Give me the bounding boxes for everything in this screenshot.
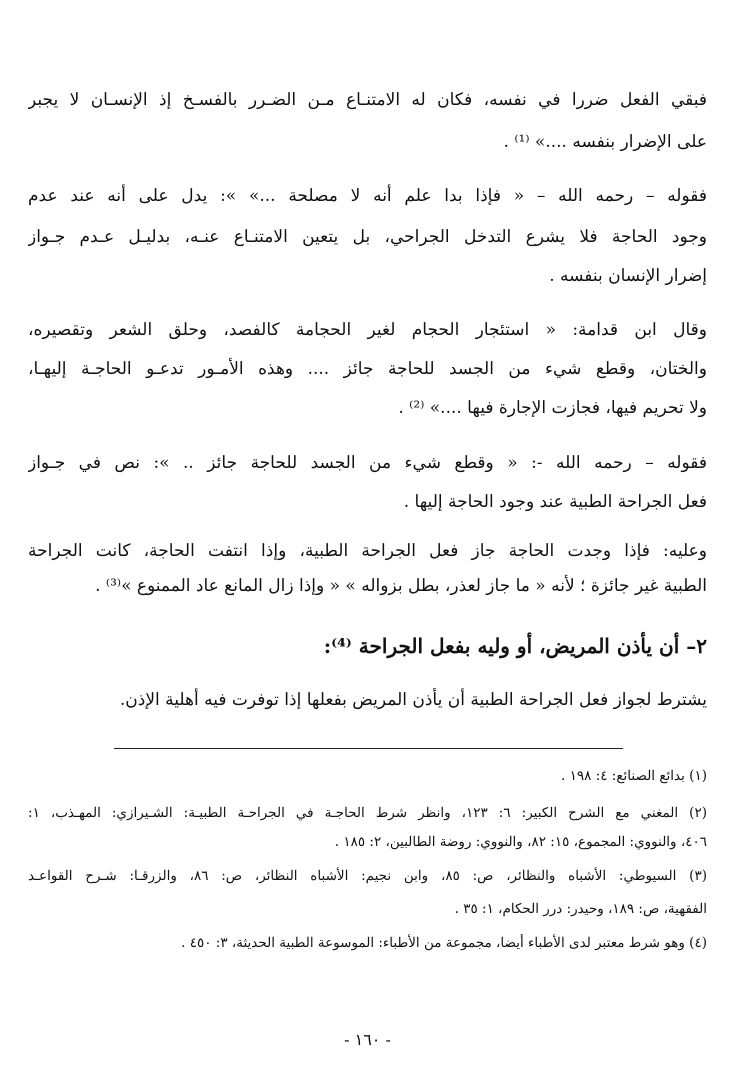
footnote-divider <box>114 748 623 749</box>
page-number: - ١٦٠ - <box>344 1030 391 1049</box>
body-line: إضرار الإنسان بنفسه . <box>549 266 707 286</box>
footnote-line: ٤٠٦، والنووي: المجموع، ١٥: ٨٢، والنووي: روضة الطالبين، ٢: ١٨٥ . <box>334 834 707 850</box>
body-line: وجود الحاجة فلا يشرع التدخل الجراحي، بل يتعين الامتنـاع عنـه، بدليـل عـدم جـواز <box>28 227 707 247</box>
footnote-line: (١) بدائع الصنائع: ٤: ١٩٨ . <box>561 768 707 784</box>
footnote-line: (٣) السيوطي: الأشباه والنظائر، ص: ٨٥، وابن نجيم: الأشباه النظائر، ص: ٨٦، والزرقـا: شـرح القواعـد <box>28 868 707 884</box>
body-line: على الإضرار بنفسه ....» ⁽¹⁾ . <box>503 132 707 152</box>
body-line: فقوله – رحمه الله – « فإذا بدا علم أنه لا مصلحة ...» »: يدل على أنه عند عدم <box>28 186 707 206</box>
body-line: وعليه: فإذا وجدت الحاجة جاز فعل الجراحة الطبية، وإذا انتفت الحاجة، كانت الجراحة <box>28 541 707 561</box>
body-line: فعل الجراحة الطبية عند وجود الحاجة إليها . <box>403 492 707 512</box>
body-line: والختان، وقطع شيء من الجسد للحاجة جائز .... وهذه الأمـور تدعـو الحاجـة إليهـا، <box>28 359 707 379</box>
body-line: ولا تحريم فيها، فجازت الإجارة فيها ....» ⁽²⁾ . <box>398 398 707 418</box>
body-line: وقال ابن قدامة: « استئجار الحجام لغير الحجامة كالفصد، وحلق الشعر وتقصيره، <box>28 320 707 340</box>
footnote-line: (٢) المغني مع الشرح الكبير: ٦: ١٢٣، وانظر شرط الحاجـة في الجراحـة الطبيـة: الشـيرازي: المهـذب، ١: <box>28 805 707 821</box>
footnote-line: (٤) وهو شرط معتبر لدى الأطباء أيضا، مجموعة من الأطباء: الموسوعة الطبية الحديثة، ٣: ٤٥٠ . <box>181 935 707 951</box>
body-line: فقوله – رحمه الله -: « وقطع شيء من الجسد للحاجة جائز .. »: نص في جـواز <box>28 453 707 473</box>
body-line: يشترط لجواز فعل الجراحة الطبية أن يأذن المريض بفعلها إذا توفرت فيه أهلية الإذن. <box>119 690 707 710</box>
body-line: فبقي الفعل ضررا في نفسه، فكان له الامتنـاع مـن الضـرر بالفسـخ إذ الإنسـان لا يجبر <box>28 90 707 110</box>
footnote-line: الفقهية، ص: ١٨٩، وحيدر: درر الحكام، ١: ٣٥ . <box>454 901 707 917</box>
body-line: الطبية غير جائزة ؛ لأنه « ما جاز لعذر، بطل بزواله » « وإذا زال المانع عاد الممنوع »⁽³⁾ . <box>95 576 707 596</box>
section-heading: ٢– أن يأذن المريض، أو وليه بفعل الجراحة ⁽⁴⁾: <box>323 634 707 658</box>
